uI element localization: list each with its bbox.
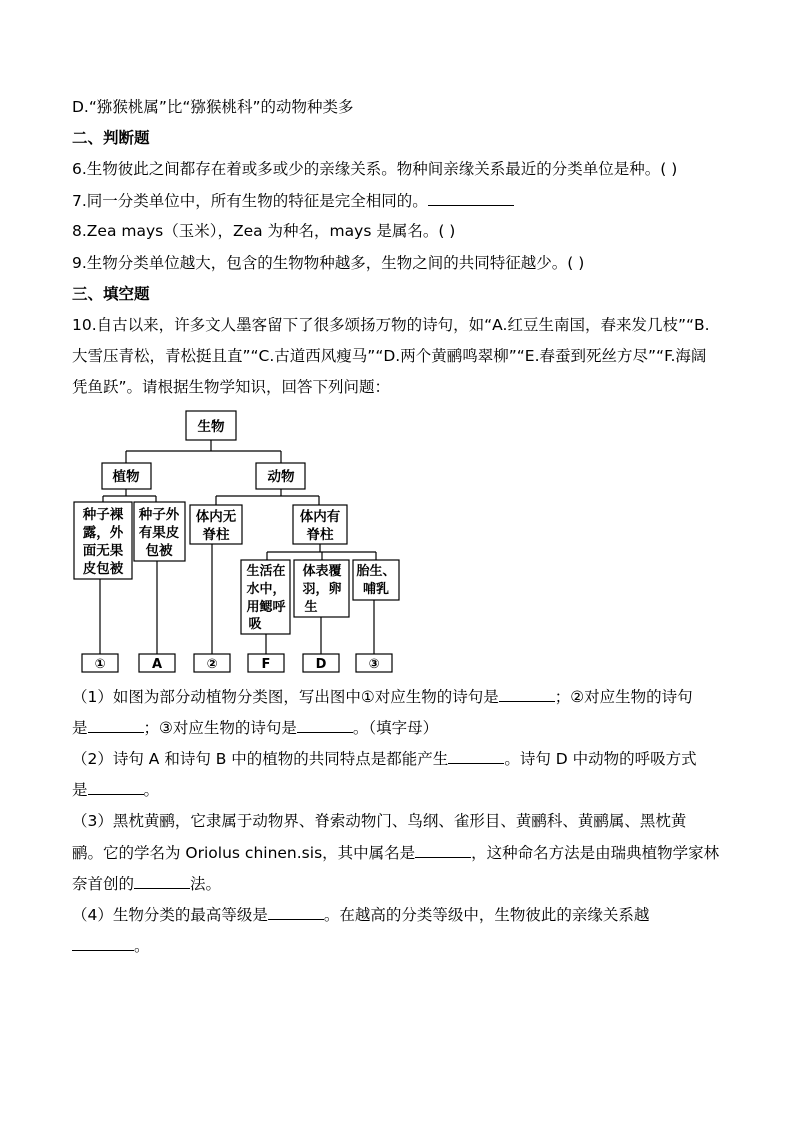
node-water-1: 生活在 (246, 564, 286, 579)
section-heading-judgement: 二、判断题 (72, 129, 150, 147)
node-feather-2: 羽，卵 (302, 582, 342, 597)
option-d: D.“猕猴桃属”比“猕猴桃科”的动物种类多 (72, 98, 354, 116)
part-3-line3 (72, 872, 221, 895)
part-4-text-a: （4）生物分类的最高等级是 (72, 906, 268, 924)
part-3-line2 (72, 841, 719, 864)
part-2-text-d: 。 (143, 781, 160, 799)
node-seed-naked-2: 露，外 (82, 525, 124, 541)
node-seed-covered-3: 包被 (145, 543, 173, 559)
node-seed-naked-4: 皮包被 (82, 561, 124, 577)
answer-blank-5[interactable] (88, 778, 144, 795)
node-root: 生物 (197, 419, 225, 435)
node-seed-naked-3: 面无果 (82, 543, 124, 559)
node-seed-covered-2: 有果皮 (138, 525, 180, 541)
part-4-line2 (72, 934, 150, 957)
node-seed-naked-1: 种子裸 (82, 507, 124, 523)
node-water-3: 用鳃呼 (246, 600, 286, 615)
question-7-text: 7.同一分类单位中，所有生物的特征是完全相同的。 (72, 192, 428, 210)
answer-blank-4[interactable] (448, 747, 504, 764)
question-8: 8.Zea mays（玉米），Zea 为种名，mays 是属名。( ) (72, 222, 456, 240)
leaf-4: F (261, 657, 271, 672)
node-invertebrate-1: 体内无 (195, 509, 237, 525)
leaf-6: ③ (368, 657, 380, 672)
part-2-text-c: 是 (72, 781, 88, 799)
node-vertebrate-1: 体内有 (299, 509, 341, 525)
part-4-text-b: 。在越高的分类等级中，生物彼此的亲缘关系越 (323, 906, 650, 924)
leaf-2: A (151, 657, 163, 672)
answer-blank-7[interactable] (134, 872, 190, 889)
node-feather-1: 体表覆 (302, 564, 342, 579)
node-mammal-2: 哺乳 (362, 582, 390, 597)
answer-blank-1[interactable] (499, 685, 555, 702)
part-1-text-e: 。（填字母） (352, 719, 439, 737)
answer-blank-6[interactable] (415, 841, 471, 858)
answer-blank-9[interactable] (72, 934, 134, 951)
node-vertebrate-2: 脊柱 (306, 527, 334, 543)
node-animal: 动物 (267, 469, 295, 485)
section-heading-fill-in: 三、填空题 (72, 285, 150, 303)
question-10-line3: 凭鱼跃”。请根据生物学知识，回答下列问题： (72, 378, 391, 396)
node-plant: 植物 (112, 469, 140, 485)
answer-blank-3[interactable] (297, 716, 353, 733)
node-feather-3: 生 (304, 600, 318, 615)
part-2-line2 (72, 778, 159, 801)
question-6: 6.生物彼此之间都存在着或多或少的亲缘关系。物种间亲缘关系最近的分类单位是种。( ) (72, 160, 678, 178)
node-water-2: 水中， (246, 582, 286, 597)
answer-blank-2[interactable] (88, 716, 144, 733)
part-1-text-c: 是 (72, 719, 88, 737)
question-10-line2: 大雪压青松，青松挺且直”“C.古道西风瘦马”“D.两个黄鹂鸣翠柳”“E.春蚕到死丝方尽”“F.海阔 (72, 347, 707, 365)
part-1-line1 (72, 685, 693, 708)
node-mammal-1: 胎生、 (356, 564, 396, 579)
part-4-text-c: 。 (134, 937, 150, 955)
part-2-text-b: 。诗句 D 中动物的呼吸方式 (504, 750, 697, 768)
leaf-1: ① (94, 657, 106, 672)
part-2-line1 (72, 747, 697, 770)
part-3-text-b: ，这种命名方法是由瑞典植物学家林 (471, 844, 720, 862)
node-seed-covered-1: 种子外 (138, 507, 180, 523)
node-invertebrate-2: 脊柱 (202, 527, 230, 543)
part-1-line2 (72, 716, 438, 739)
part-4-line1 (72, 903, 649, 926)
answer-blank-8[interactable] (268, 903, 324, 920)
part-1-text-a: （1）如图为部分动植物分类图，写出图中①对应生物的诗句是 (72, 688, 499, 706)
question-10-line1: 10.自古以来，许多文人墨客留下了很多颂扬万物的诗句，如“A.红豆生南国，春来发几枝”“B. (72, 316, 710, 334)
part-1-text-d: ；③对应生物的诗句是 (143, 719, 297, 737)
leaf-5: D (315, 657, 327, 672)
leaf-3: ② (206, 657, 218, 672)
question-9: 9.生物分类单位越大，包含的生物物种越多，生物之间的共同特征越少。( ) (72, 254, 585, 272)
part-3-text-a: 鹂。它的学名为 Oriolus chinen.sis，其中属名是 (72, 844, 416, 862)
part-3-line1: （3）黑枕黄鹂，它隶属于动物界、脊索动物门、鸟纲、雀形目、黄鹂科、黄鹂属、黑枕黄 (72, 812, 687, 830)
node-water-4: 吸 (248, 617, 262, 632)
part-3-text-d: 法。 (190, 875, 222, 893)
part-2-text-a: （2）诗句 A 和诗句 B 中的植物的共同特点是都能产生 (72, 750, 449, 768)
part-1-text-b: ；②对应生物的诗句 (554, 688, 693, 706)
part-3-text-c: 奈首创的 (72, 875, 135, 893)
